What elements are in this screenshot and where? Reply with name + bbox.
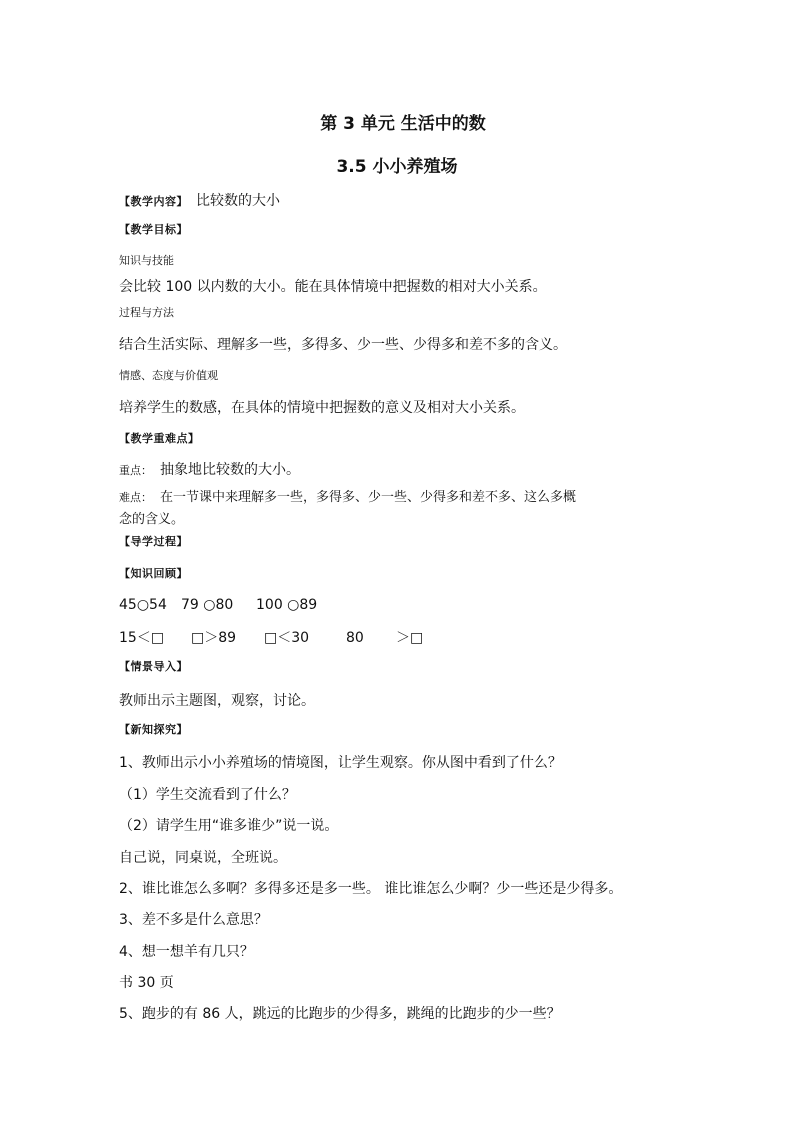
explore-item: 4、想一想羊有几只？ (119, 944, 254, 960)
review-item: 79 ○80 (181, 597, 234, 613)
focus-line (119, 459, 300, 479)
difficulty-text-1: 在一节课中来理解多一些，多得多、少一些、少得多和差不多、这么多概 (160, 490, 577, 505)
review-item: ＞□ (396, 630, 424, 646)
content-line (119, 190, 280, 210)
difficulty-text-2: 念的含义。 (119, 512, 185, 527)
review-item: 15＜□ (119, 630, 165, 646)
knowledge-label: 知识与技能 (119, 254, 174, 267)
knowledge-text: 会比较 100 以内数的大小。能在具体情境中把握数的相对大小关系。 (119, 279, 547, 295)
content-text: 比较数的大小 (196, 193, 280, 209)
lesson-title: 3.5 小小养殖场 (336, 157, 458, 177)
explore-item: （1）学生交流看到了什么？ (119, 787, 296, 803)
emotion-label: 情感、态度与价值观 (119, 369, 218, 382)
review-label: 【知识回顾】 (119, 567, 188, 580)
intro-label: 【情景导入】 (119, 660, 188, 673)
review-item: 100 ○89 (256, 597, 318, 613)
explore-item: 1、教师出示小小养殖场的情境图，让学生观察。你从图中看到了什么？ (119, 755, 562, 771)
review-row-2 (119, 627, 423, 647)
content-label: 【教学内容】 (119, 195, 188, 208)
explore-item: 自己说，同桌说，全班说。 (119, 850, 287, 866)
intro-text: 教师出示主题图，观察，讨论。 (119, 693, 315, 709)
explore-item: 5、跑步的有 86 人，跳远的比跑步的少得多，跳绳的比跑步的少一些？ (119, 1006, 561, 1022)
process-method-text: 结合生活实际、理解多一些，多得多、少一些、少得多和差不多的含义。 (119, 337, 567, 353)
focus-text: 抽象地比较数的大小。 (160, 462, 300, 478)
review-item: □＜30 (264, 630, 310, 646)
process-method-label: 过程与方法 (119, 306, 174, 319)
explore-item: 2、谁比谁怎么多啊？多得多还是多一些。 谁比谁怎么少啊？少一些还是少得多。 (119, 881, 623, 897)
difficulty-label: 难点： (119, 491, 152, 504)
review-item: 45○54 (119, 597, 167, 613)
unit-title: 第 3 单元 生活中的数 (320, 114, 486, 134)
key-points-label: 【教学重难点】 (119, 432, 200, 445)
difficulty-line (119, 486, 576, 505)
explore-label: 【新知探究】 (119, 723, 188, 736)
explore-item: 3、差不多是什么意思？ (119, 912, 268, 928)
guided-process-label: 【导学过程】 (119, 535, 188, 548)
review-row-1 (119, 597, 317, 613)
review-item: 80 (346, 630, 364, 646)
focus-label: 重点： (119, 464, 152, 477)
goals-label: 【教学目标】 (119, 223, 188, 236)
emotion-text: 培养学生的数感，在具体的情境中把握数的意义及相对大小关系。 (119, 400, 525, 416)
explore-item: （2）请学生用“谁多谁少”说一说。 (119, 818, 339, 834)
review-item: □＞89 (191, 630, 237, 646)
explore-item: 书 30 页 (119, 975, 174, 991)
